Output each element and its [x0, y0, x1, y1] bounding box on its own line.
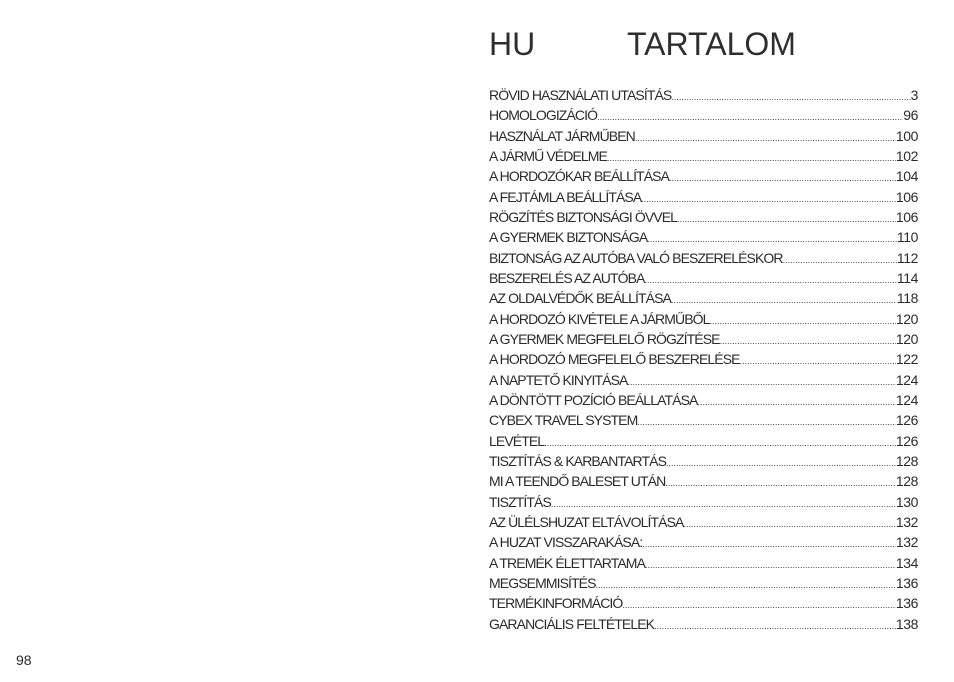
toc-dot-leader [597, 112, 903, 122]
toc-entry[interactable] [489, 494, 918, 514]
toc-entry-label: A TREMÉK ÉLETTARTAMA [489, 554, 646, 571]
toc-entry-label: RÖVID HASZNÁLATI UTASÍTÁS [489, 87, 672, 103]
toc-entry-label: AZ OLDALVÉDŐK BEÁLLÍTÁSA [489, 290, 671, 307]
toc-entry[interactable] [489, 87, 918, 107]
toc-entry-label: CYBEX TRAVEL SYSTEM [489, 412, 638, 429]
toc-dot-leader [596, 580, 896, 590]
toc-entry-label: MEGSEMMISÍTÉS [489, 574, 596, 591]
toc-entry-label: A HORDOZÓ MEGFELELŐ BESZERELÉSE [489, 351, 740, 368]
toc-dot-leader [683, 519, 895, 529]
toc-entry-label: BIZTONSÁG AZ AUTÓBA VALÓ BESZERELÉSKOR [489, 249, 783, 266]
toc-dot-leader [642, 539, 896, 549]
toc-dot-leader [622, 600, 895, 610]
toc-dot-leader [671, 92, 910, 102]
toc-entry-label: HASZNÁLAT JÁRMŰBEN [489, 127, 635, 144]
toc-dot-leader [637, 417, 895, 427]
toc-entry-page: 106 [895, 208, 918, 225]
toc-entry[interactable] [489, 412, 918, 432]
toc-entry-page: 136 [895, 595, 918, 612]
toc-entry-label: A NAPTETŐ KINYITÁSA [489, 371, 628, 388]
toc-dot-leader [677, 214, 896, 224]
toc-entry[interactable] [489, 514, 918, 534]
toc-entry-page: 130 [895, 493, 918, 510]
toc-dot-leader [551, 499, 896, 509]
toc-entry-label: MI A TEENDŐ BALESET UTÁN [489, 473, 666, 490]
toc-entry[interactable] [489, 372, 918, 392]
toc-entry[interactable] [489, 534, 918, 554]
toc-entry-page: 136 [895, 574, 918, 591]
toc-entry[interactable] [489, 555, 918, 575]
toc-dot-leader [666, 458, 896, 468]
toc-entry[interactable] [489, 392, 918, 412]
toc-entry[interactable] [489, 270, 918, 290]
toc-dot-leader [710, 316, 896, 326]
toc-entry-page: 132 [895, 534, 918, 551]
toc-dot-leader [607, 153, 896, 163]
toc-entry-page: 122 [895, 351, 918, 368]
toc-entry-page: 100 [895, 127, 918, 144]
toc-entry[interactable] [489, 595, 918, 615]
toc-entry-label: A HORDOZÓKAR BEÁLLÍTÁSA [489, 168, 670, 185]
toc-entry[interactable] [489, 189, 918, 209]
toc-entry-page: 120 [895, 310, 918, 327]
toc-entry[interactable] [489, 168, 918, 188]
toc-entry-label: A HORDOZÓ KIVÉTELE A JÁRMŰBŐL [489, 310, 710, 327]
toc-entry-page: 112 [896, 249, 918, 266]
toc-entry-label: A GYERMEK BIZTONSÁGA [489, 229, 648, 246]
toc-entry-label: RÖGZÍTÉS BIZTONSÁGI ÖVVEL [489, 208, 678, 225]
toc-dot-leader [645, 560, 896, 570]
toc-entry-label: BESZERELÉS AZ AUTÓBA [489, 269, 645, 286]
toc-entry-page: 126 [895, 412, 918, 429]
toc-entry[interactable] [489, 351, 918, 371]
toc-entry[interactable] [489, 128, 918, 148]
toc-entry-label: A HUZAT VISSZARAKÁSA: [489, 534, 643, 551]
toc-entry-page: 138 [895, 615, 918, 632]
toc-entry[interactable] [489, 473, 918, 493]
toc-dot-leader [783, 255, 897, 265]
toc-entry-label: A DÖNTÖTT POZÍCIÓ BEÁLLATÁSA [489, 391, 698, 408]
toc-entry-label: HOMOLOGIZÁCIÓ [489, 107, 598, 124]
toc-entry[interactable] [489, 229, 918, 249]
toc-entry-label: GARANCIÁLIS FELTÉTELEK [489, 615, 655, 632]
page-title: TARTALOM [627, 26, 796, 62]
toc-entry-page: 106 [895, 188, 918, 205]
toc-entry[interactable] [489, 148, 918, 168]
toc-entry-page: 132 [895, 513, 918, 530]
toc-entry[interactable] [489, 331, 918, 351]
toc-entry-label: TISZTÍTÁS & KARBANTARTÁS [489, 452, 667, 469]
toc-entry-label: A JÁRMŰ VÉDELME [489, 147, 607, 164]
toc-dot-leader [645, 275, 897, 285]
language-code: HU [489, 26, 536, 62]
toc-entry-label: A GYERMEK MEGFELELŐ RÖGZÍTÉSE [489, 330, 720, 347]
toc-dot-leader [647, 234, 897, 244]
toc-entry-page: 110 [896, 229, 918, 246]
toc-entry-page: 126 [895, 432, 918, 449]
toc-entry[interactable] [489, 433, 918, 453]
toc-entry[interactable] [489, 311, 918, 331]
toc-dot-leader [628, 377, 896, 387]
toc-entry[interactable] [489, 107, 918, 127]
toc-entry[interactable] [489, 616, 918, 636]
toc-entry[interactable] [489, 250, 918, 270]
toc-entry-page: 102 [895, 147, 918, 164]
toc-entry-label: LEVÉTEL [489, 432, 545, 449]
toc-entry-page: 124 [895, 371, 918, 388]
toc-entry[interactable] [489, 453, 918, 473]
toc-dot-leader [544, 438, 896, 448]
toc-entry-label: TISZTÍTÁS [489, 493, 551, 510]
toc-entry-page: 104 [895, 168, 918, 185]
toc-entry-page: 3 [910, 87, 918, 103]
toc-dot-leader [665, 478, 896, 488]
toc-entry-page: 96 [903, 107, 918, 124]
toc-entry-page: 134 [895, 554, 918, 571]
toc-entry-label: A FEJTÁMLA BEÁLLÍTÁSA [489, 188, 642, 205]
toc-entry[interactable] [489, 209, 918, 229]
toc-dot-leader [697, 397, 895, 407]
toc-entry[interactable] [489, 575, 918, 595]
toc-dot-leader [720, 336, 896, 346]
toc-dot-leader [641, 194, 896, 204]
toc-dot-leader [635, 133, 896, 143]
toc-entry-page: 128 [895, 473, 918, 490]
toc-entry-page: 114 [896, 269, 918, 286]
toc-dot-leader [669, 173, 896, 183]
toc-entry-label: AZ ÜLÉLSHUZAT ELTÁVOLÍTÁSA [489, 513, 684, 530]
toc-dot-leader [654, 621, 896, 631]
toc-entry-label: TERMÉKINFORMÁCIÓ [489, 595, 623, 612]
toc-entry-page: 118 [896, 290, 918, 307]
page-number: 98 [16, 652, 32, 668]
toc-dot-leader [671, 295, 897, 305]
toc-dot-leader [740, 356, 896, 366]
toc-entry[interactable] [489, 290, 918, 310]
toc-entry-page: 120 [895, 330, 918, 347]
toc-entry-page: 124 [895, 391, 918, 408]
toc-entry-page: 128 [895, 452, 918, 469]
table-of-contents [489, 87, 918, 636]
